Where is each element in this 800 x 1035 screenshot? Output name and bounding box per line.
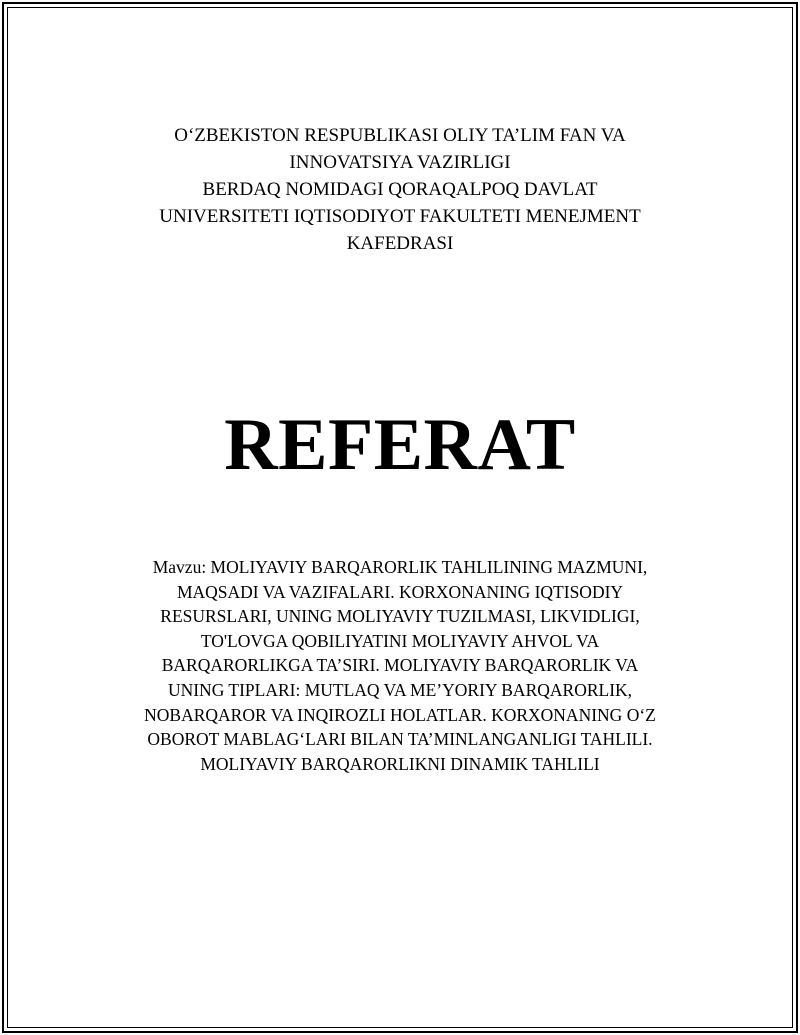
topic-line: NOBARQAROR VA INQIROZLI HOLATLAR. KORXONANING O‘Z: [144, 704, 656, 725]
header-line: O‘ZBEKISTON RESPUBLIKASI OLIY TA’LIM FAN VA: [174, 125, 626, 146]
header-line: UNIVERSITETI IQTISODIYOT FAKULTETI MENEJMENT: [159, 206, 641, 227]
topic-line: OBOROT MABLAG‘LARI BILAN TA’MINLANGANLIGI TAHLILI.: [147, 729, 653, 750]
topic-line: Mavzu: MOLIYAVIY BARQARORLIK TAHLILINING MAZMUNI,: [152, 557, 648, 577]
topic-line: TO'LOVGA QOBILIYATINI MOLIYAVIY AHVOL VA: [200, 630, 600, 651]
topic-line: UNING TIPLARI: MUTLAQ VA ME’YORIY BARQARORLIK,: [167, 679, 633, 700]
header-line: INNOVATSIYA VAZIRLIGI: [289, 152, 511, 173]
header-line: KAFEDRASI: [346, 233, 454, 254]
topic-line: BARQARORLIKGA TA’SIRI. MOLIYAVIY BARQARORLIK VA: [161, 655, 639, 676]
topic-block: [110, 555, 690, 776]
topic-line: MOLIYAVIY BARQARORLIKNI DINAMIK TAHLILI: [200, 753, 600, 774]
topic-line: MAQSADI VA VAZIFALARI. KORXONANING IQTISODIY: [176, 581, 624, 602]
topic-line: RESURSLARI, UNING MOLIYAVIY TUZILMASI, LIKVIDLIGI,: [160, 606, 640, 627]
document-title: REFERAT: [224, 404, 576, 486]
header-line: BERDAQ NOMIDAGI QORAQALPOQ DAVLAT: [202, 179, 598, 200]
institution-header: [100, 122, 700, 257]
